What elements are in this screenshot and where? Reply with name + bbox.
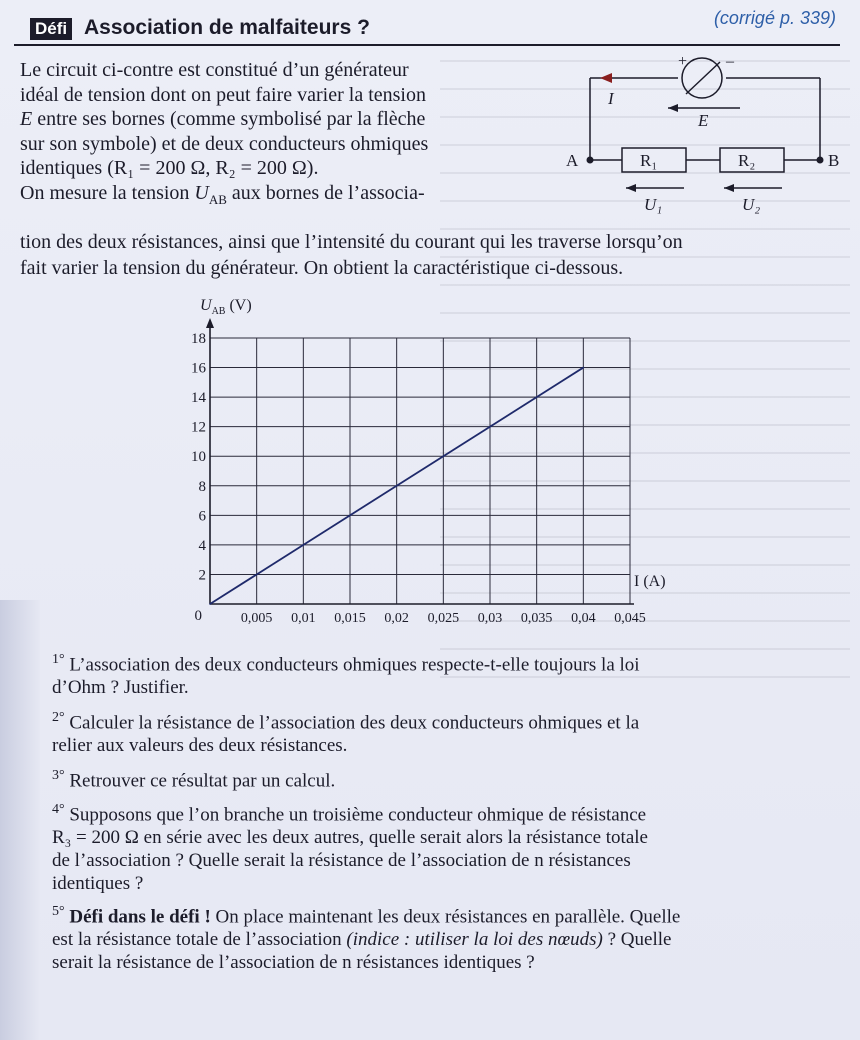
page-binding-shadow (0, 600, 40, 1040)
minus-label: – (726, 53, 734, 70)
question-text: Supposons que l’on branche un troisième conducteur ohmique de résistance (69, 804, 647, 826)
intro-line: fait varier la tension du générateur. On obtient la caractéristique ci-dessous. (20, 257, 624, 279)
question-text: Retrouver ce résultat par un calcul. (69, 770, 336, 792)
question-number: 1° (52, 652, 65, 667)
characteristic-chart (150, 288, 680, 628)
question-text: identiques ? (52, 873, 144, 895)
y-tick-label: 4 (198, 537, 206, 554)
question-text: (indice : utiliser la loi des nœuds) (346, 929, 603, 951)
intro-line: On mesure la tension $U_{AB}$ aux bornes de l’associa- (20, 181, 425, 207)
intro-line: identiques (R₁ = 200 Ω, R₂ = 200 Ω). (20, 157, 319, 179)
y-tick-label: 6 (198, 508, 206, 525)
intro-line: E entre ses bornes (comme symbolisé par la flèche (20, 108, 426, 130)
origin-label: 0 (194, 608, 202, 624)
question-text: d’Ohm ? Justifier. (52, 677, 189, 699)
x-tick-label: 0,03 (477, 611, 503, 626)
b-label: B (828, 151, 840, 170)
i-label: I (608, 89, 614, 108)
correction-reference: (corrigé p. 339) (713, 8, 836, 28)
var-u: U (194, 181, 209, 204)
u2-label: U₂ (742, 195, 761, 214)
question-text: Calculer la résistance de l’association des deux conducteurs ohmiques et la (69, 712, 640, 734)
question-3 (52, 764, 832, 792)
node-b (817, 157, 824, 164)
intro-line: tion des deux résistances, ainsi que l’intensité du courant qui les traverse lorsqu’on (20, 231, 683, 253)
plus-label: + (678, 53, 688, 70)
r1-label: R₁ (640, 151, 658, 170)
y-tick-label: 12 (191, 419, 206, 436)
question-text: ? Quelle (602, 929, 672, 951)
x-tick-label: 0,005 (240, 611, 273, 626)
u1-label: U₁ (644, 195, 663, 214)
u2-arrowhead (724, 184, 734, 192)
question-text: R₃ = 200 Ω en série avec les deux autres, quelle serait alors la résistance totale (52, 827, 648, 849)
y-tick-label: 8 (198, 478, 206, 495)
x-tick-label: 0,045 (614, 611, 646, 626)
question-2 (52, 706, 832, 757)
x-tick-label: 0,01 (291, 611, 316, 626)
u1-arrowhead (626, 184, 636, 192)
question-bold-label: Défi dans le défi ! (69, 906, 211, 928)
x-tick-label: 0,035 (520, 611, 553, 626)
x-tick-label: 0,04 (571, 611, 596, 626)
question-number: 3° (52, 768, 65, 783)
x-tick-label: 0,025 (427, 611, 460, 626)
r2-label: R₂ (738, 151, 756, 170)
data-point (209, 603, 211, 605)
defi-badge: Défi (30, 18, 72, 40)
question-1 (52, 648, 832, 699)
e-arrowhead (668, 104, 678, 112)
circuit-diagram (560, 50, 850, 220)
question-text: L’association des deux conducteurs ohmiques respecte-t-elle toujours la loi (69, 654, 640, 676)
y-tick-label: 14 (191, 390, 206, 407)
node-a (587, 157, 594, 164)
exercise-title: Association de malfaiteurs ? (84, 16, 370, 39)
a-label: A (566, 151, 579, 170)
intro-line: idéal de tension dont on peut faire varier la tension (20, 83, 426, 106)
y-tick-label: 10 (191, 449, 206, 466)
current-arrowhead (600, 73, 612, 83)
question-text: serait la résistance de l’association de n résistances identiques ? (52, 952, 535, 974)
e-label: E (698, 111, 709, 130)
x-tick-label: 0,015 (334, 611, 366, 626)
intro-paragraph (20, 58, 552, 212)
question-text: de l’association ? Quelle serait la résistance de l’association de n résistances (52, 850, 631, 872)
question-number: 4° (52, 802, 65, 817)
var-e: E (20, 108, 33, 130)
question-text: est la résistance totale de l’association (52, 929, 347, 951)
intro-line: sur son symbole) et de deux conducteurs ohmiques (20, 132, 429, 155)
x-axis-label: I (A) (634, 573, 666, 590)
y-axis-arrowhead (206, 318, 214, 328)
question-5 (52, 900, 832, 974)
question-text: On place maintenant les deux résistances en parallèle. Quelle (210, 906, 681, 928)
question-number: 5° (52, 904, 65, 919)
intro-line: Le circuit ci-contre est constitué d’un générateur (20, 59, 409, 81)
generator-arrow (686, 62, 720, 94)
y-tick-label: 18 (191, 331, 206, 347)
question-number: 2° (52, 710, 65, 725)
y-tick-label: 16 (191, 360, 206, 377)
x-tick-label: 0,02 (384, 611, 409, 626)
y-axis-label: $U_{AB}$ (V) (200, 297, 252, 317)
question-text: relier aux valeurs des deux résistances. (52, 735, 348, 757)
data-point (583, 367, 585, 369)
exercise-header (14, 8, 840, 46)
y-tick-label: 2 (198, 567, 206, 584)
question-4 (52, 798, 832, 895)
